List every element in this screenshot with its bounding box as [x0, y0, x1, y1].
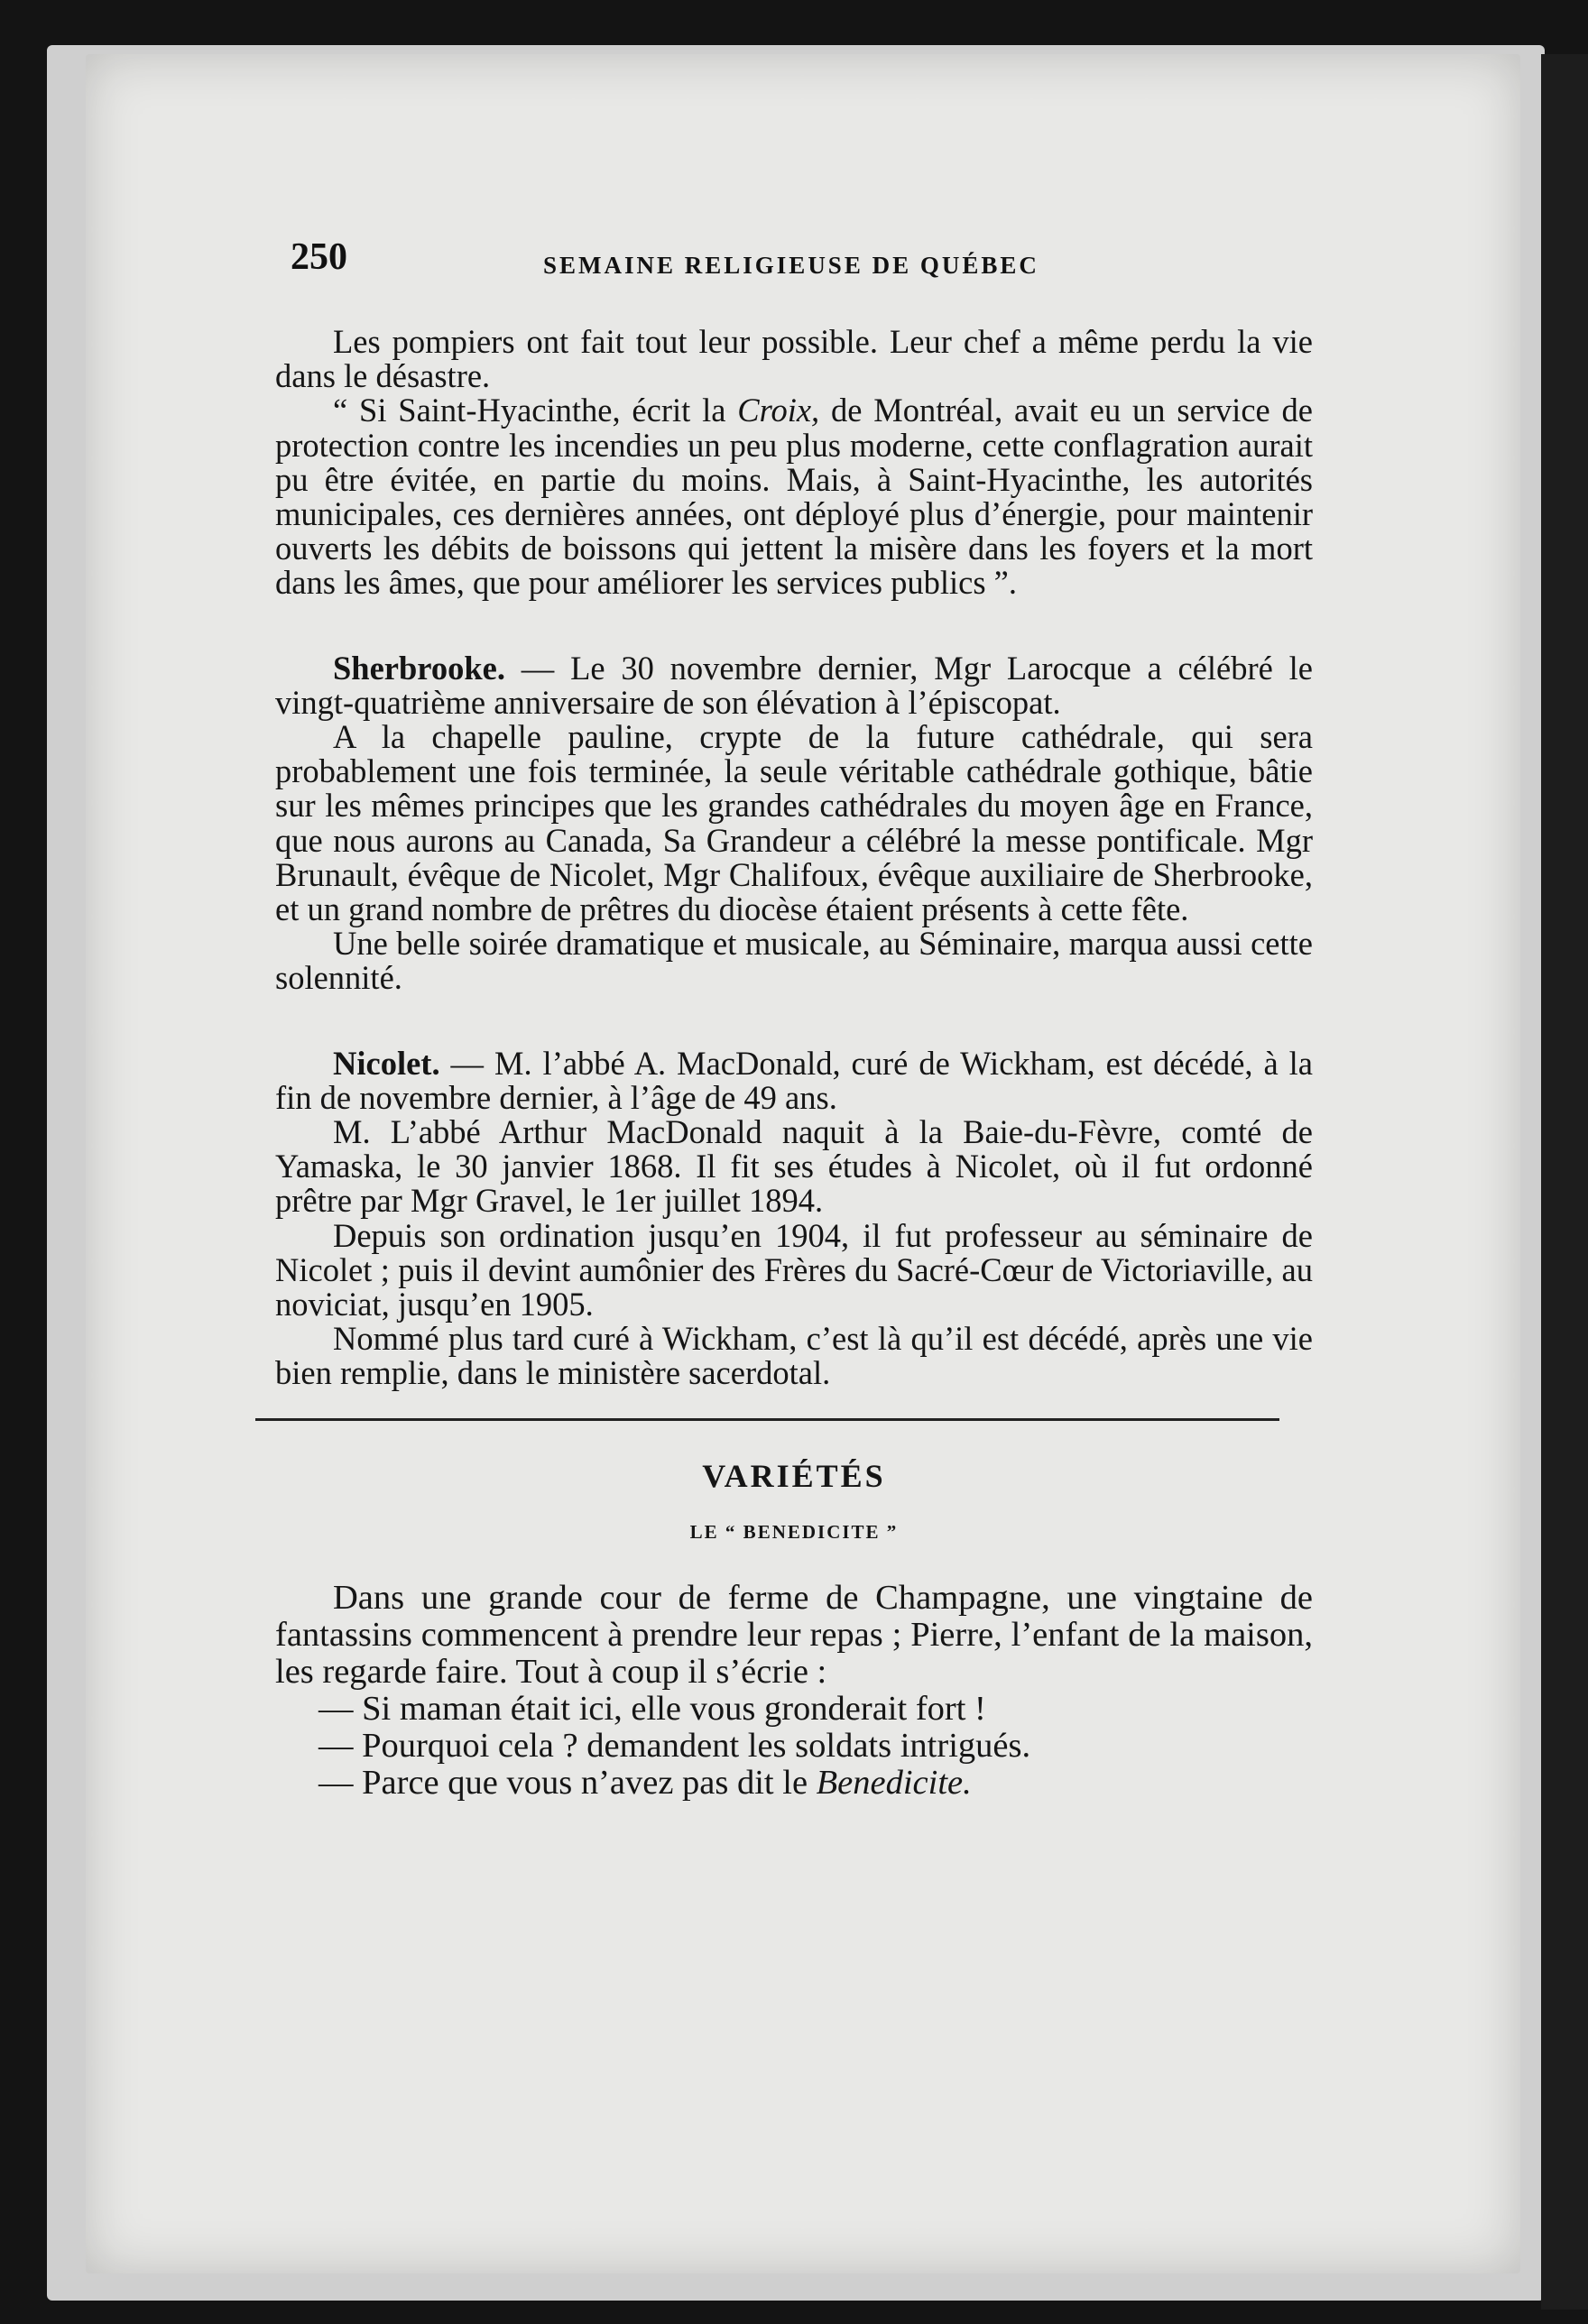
page-header	[208, 230, 1453, 293]
varietes-section	[275, 1459, 1313, 1802]
dialogue-line-2: — Pourquoi cela ? demandent les soldats intrigués.	[319, 1727, 1031, 1766]
nicolet-paragraph-2: M. L’abbé Arthur MacDonald naquit à la Baie-du-Fèvre, comté de Yamaska, le 30 janvier 1868. Il fit ses études à Nicolet, où il fut ordonné prêtre par Mgr Gravel, le 1er juillet 1894.	[275, 1113, 1313, 1220]
page-number: 250	[291, 236, 347, 278]
section-divider	[255, 1418, 1279, 1421]
facing-page-edge	[1541, 54, 1588, 2310]
article-sherbrooke	[275, 651, 1313, 996]
nicolet-paragraph-4: Nommé plus tard curé à Wickham, c’est là qu’il est décédé, après une vie bien remplie, dans le ministère sacerdotal.	[275, 1320, 1313, 1392]
sherbrooke-text-1: — Le 30 novembre dernier, Mgr Larocque a célébré le vingt-quatrième anniversaire de son élévation à l’épiscopat.	[275, 649, 1313, 721]
sherbrooke-lead: Sherbrooke.	[333, 649, 505, 687]
fire-paragraph-1: Les pompiers ont fait tout leur possible. Leur chef a même perdu la vie dans le désastre.	[275, 323, 1313, 395]
sherbrooke-paragraph-3: Une belle soirée dramatique et musicale, au Séminaire, marqua aussi cette solennité.	[275, 925, 1313, 997]
benedicite-subtitle: LE “ BENEDICITE ”	[689, 1520, 899, 1543]
croix-title: Croix,	[737, 392, 820, 429]
article-fire	[275, 325, 1313, 601]
benedicite-word: Benedicite.	[816, 1764, 972, 1803]
dialogue-line-1: — Si maman était ici, elle vous gronderait fort !	[319, 1690, 986, 1729]
article-nicolet	[275, 1044, 1313, 1392]
nicolet-text-1: — M. l’abbé A. MacDonald, curé de Wickham, est décédé, à la fin de novembre dernier, à l’âge de 49 ans.	[275, 1044, 1313, 1116]
dialogue-line-3-text: — Parce que vous n’avez pas dit le	[319, 1764, 817, 1803]
fire-quote-start: “ Si Saint-Hyacinthe, écrit la	[333, 392, 738, 429]
nicolet-lead: Nicolet.	[333, 1044, 440, 1082]
sherbrooke-paragraph-2: A la chapelle pauline, crypte de la future cathédrale, qui sera probablement une fois terminée, la seule véritable cathédrale gothique, bâtie sur les mêmes principes que les grandes cathédrales du moyen âge en France, que nous aurons au Canada, Sa Grandeur a célébré la messe pontificale. Mgr Brunault, évêque de Nicolet, Mgr Chalifoux, évêque auxiliaire de Sherbrooke, et un grand nombre de prêtres du diocèse étaient présents à cette fête.	[275, 718, 1313, 928]
varietes-title: VARIÉTÉS	[702, 1457, 886, 1494]
dialogue-line-3	[275, 1765, 1313, 1802]
sherbrooke-paragraph-1	[275, 651, 1313, 720]
story-paragraph: Dans une grande cour de ferme de Champagne, une vingtaine de fantassins commencent à prendre leur repas ; Pierre, l’enfant de la maison, les regarde faire. Tout à coup il s’écrie :	[275, 1579, 1313, 1692]
running-title: SEMAINE RELIGIEUSE DE QUÉBEC	[543, 252, 1039, 279]
page-body	[275, 325, 1313, 1802]
benedicite-story	[275, 1580, 1313, 1802]
fire-quote-rest: de Montréal, avait eu un service de protection contre les incendies un peu plus moderne, cette conflagration aurait pu être évitée, en partie du moins. Mais, à Saint-Hyacinthe, les autorités municipales, ces dernières années, ont déployé plus d’énergie, pour maintenir ouverts les débits de boissons qui jettent la misère dans les foyers et la mort dans les âmes, que pour améliorer les services publics ”.	[275, 392, 1313, 602]
nicolet-paragraph-3: Depuis son ordination jusqu’en 1904, il fut professeur au séminaire de Nicolet ; puis il devint aumônier des Frères du Sacré-Cœur de Victoriaville, au noviciat, jusqu’en 1905.	[275, 1216, 1313, 1323]
fire-paragraph-2	[275, 393, 1313, 600]
nicolet-paragraph-1	[275, 1044, 1313, 1116]
